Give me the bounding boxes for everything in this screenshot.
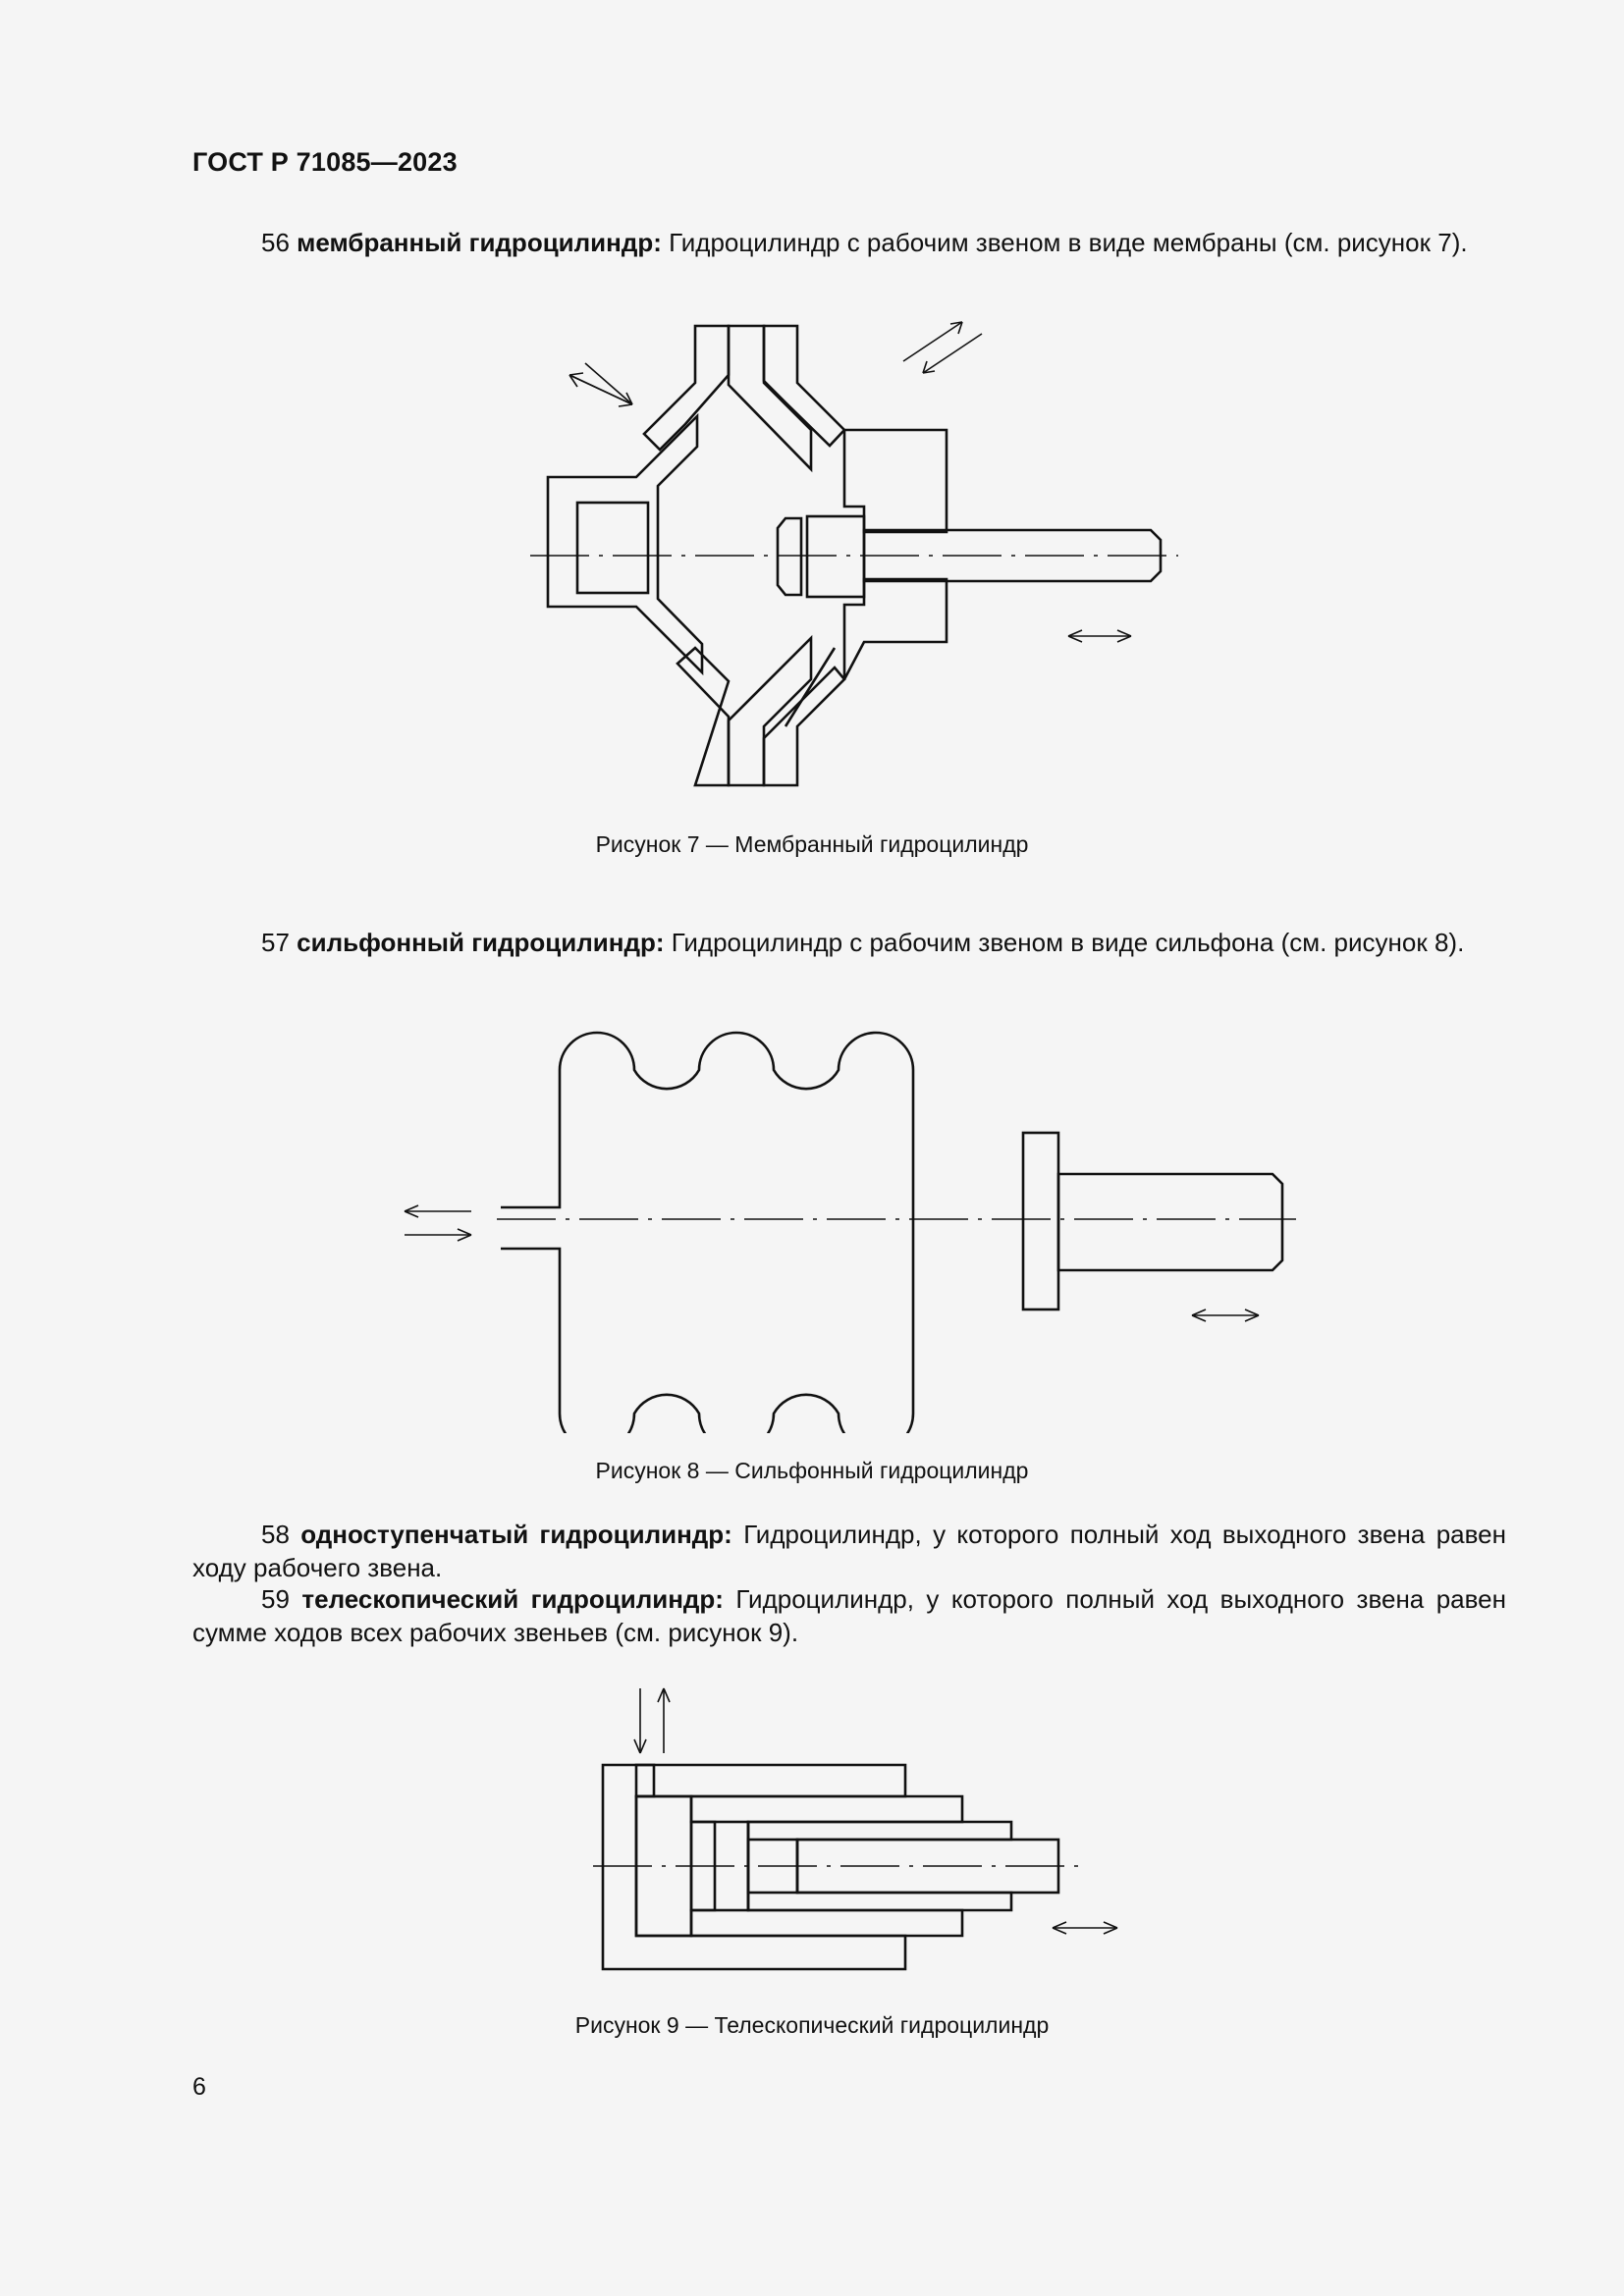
figure-8-bellows-cylinder <box>393 1021 1316 1433</box>
term-entry-56 <box>192 226 1506 259</box>
term-name: телескопический гидроцилиндр: <box>301 1584 724 1614</box>
term-definition: Гидроцилиндр, у которого полный ход выходного звена равен ходу рабочего звена. <box>192 1520 1506 1582</box>
term-name: мембранный гидроцилиндр: <box>297 228 662 257</box>
term-number: 59 <box>261 1584 290 1614</box>
page-number: 6 <box>192 2073 206 2101</box>
term-definition: Гидроцилиндр, у которого полный ход выходного звена равен сумме ходов всех рабочих звеньев (см. рисунок 9). <box>192 1584 1506 1647</box>
term-entry-59 <box>192 1582 1506 1649</box>
term-name: одноступенчатый гидроцилиндр: <box>300 1520 732 1549</box>
figure-9-telescopic-cylinder <box>579 1669 1129 1983</box>
term-entry-57 <box>192 926 1506 959</box>
figure-8-caption: Рисунок 8 — Сильфонный гидроцилиндр <box>595 1458 1029 1483</box>
term-number: 57 <box>261 928 290 957</box>
term-definition: Гидроцилиндр с рабочим звеном в виде сильфона (см. рисунок 8). <box>671 928 1465 957</box>
term-number: 56 <box>261 228 290 257</box>
term-definition: Гидроцилиндр с рабочим звеном в виде мембраны (см. рисунок 7). <box>669 228 1468 257</box>
document-header: ГОСТ Р 71085—2023 <box>192 147 458 177</box>
term-number: 58 <box>261 1520 290 1549</box>
figure-7-membrane-cylinder <box>511 314 1198 805</box>
term-name: сильфонный гидроцилиндр: <box>297 928 665 957</box>
figure-7-caption: Рисунок 7 — Мембранный гидроцилиндр <box>595 831 1029 857</box>
figure-9-caption: Рисунок 9 — Телескопический гидроцилиндр <box>574 2012 1050 2038</box>
term-entry-58 <box>192 1518 1506 1584</box>
